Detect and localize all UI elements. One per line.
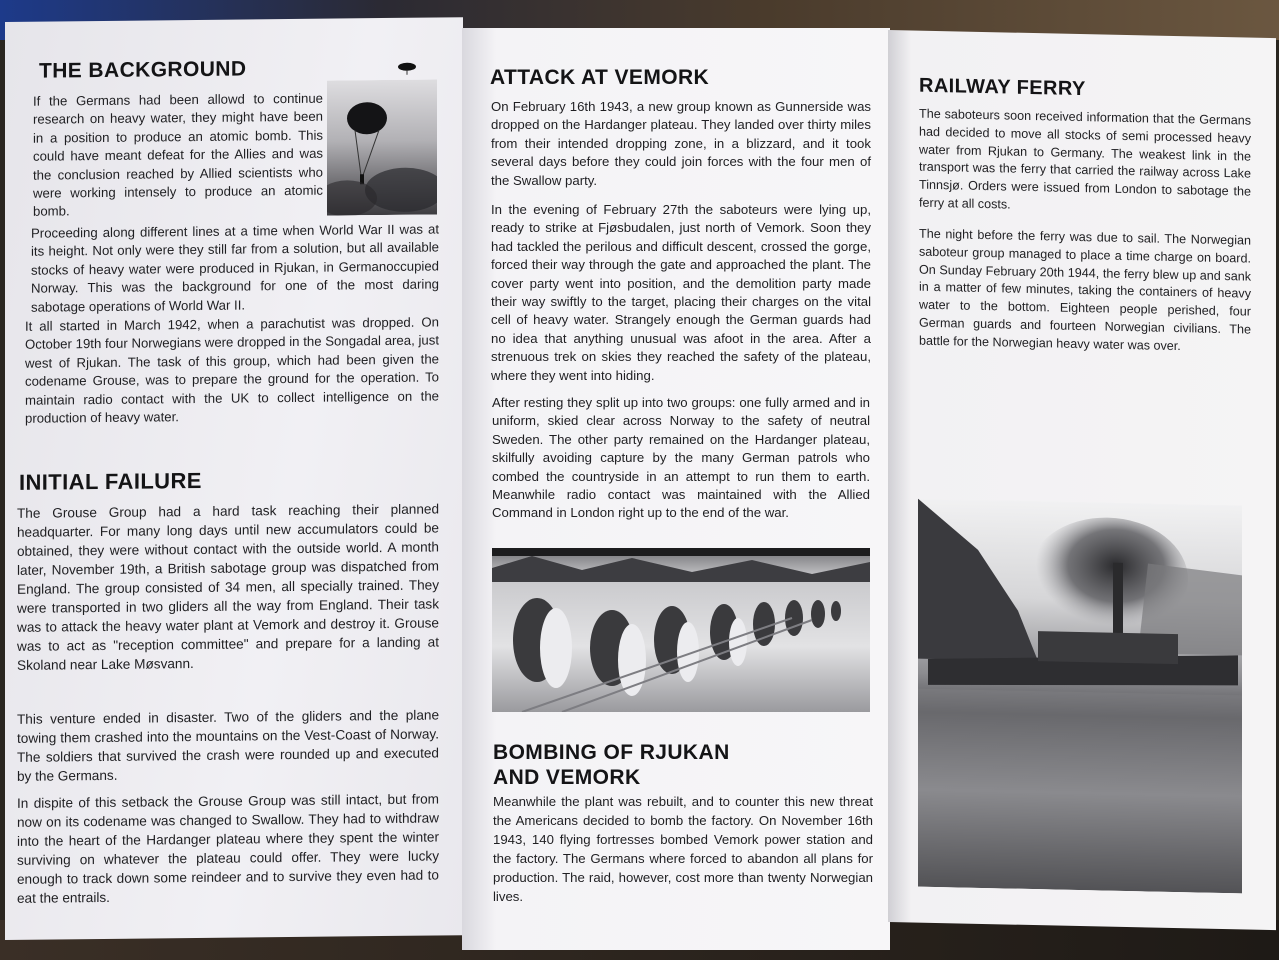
- attack-paragraph-2: In the evening of February 27th the saboteurs were lying up, ready to strike at Fjøsbudalen, just north of Vemork. Soon they had tackled the perilous and difficult descent, crossed the gorge, forced their way through the gate and approached the plant. The cover party went into position, and the demolition party made their way swiftly to the target, placing their charges on the vital cell of heavy water. Strangely enough the German guards had no idea that anything unusual was afoot in the area. After a strenuous trek on skies they reached the safety of the plateau, where they went into hiding.: [491, 202, 871, 383]
- bombing-paragraph-1: Meanwhile the plant was rebuilt, and to counter this new threat the Americans decided to bomb the factory. On November 16th 1943, 140 flying fortresses bombed Vemork power station and the factory. The Germans where forced to abandon all plans for production. The raid, however, cost more than twenty Norwegian lives.: [493, 794, 873, 904]
- background-paragraph-3: It all started in March 1942, when a parachutist was dropped. On October 19th four Norwegians were dropped in the Songadal area, just west of Rjukan. The task of this group, which had been given the codename Grouse, was to prepare the ground for the operation. To maintain radio contact with the UK to collect intelligence on the production of heavy water.: [25, 314, 439, 426]
- parachutist-photo: [327, 79, 437, 215]
- heading-attack-at-vemork: ATTACK AT VEMORK: [490, 66, 710, 89]
- brochure-panel-left: [5, 17, 463, 940]
- small-parachute-graphic: [397, 62, 417, 76]
- heading-bombing-line-1: BOMBING OF RJUKAN: [493, 741, 730, 764]
- ferry-explosion-photo: [918, 499, 1242, 894]
- ferry-paragraph-2: The night before the ferry was due to sail. The Norwegian saboteur group managed to place a time charge on board. On Sunday February 20th 1944, the ferry blew up and sank in a matter of few minutes, taking the containers of heavy water to the bottom. Eighteen people perished, four German guards and fourteen Norwegian civilians. The battle for the Norwegian heavy water was over.: [919, 226, 1251, 353]
- heading-the-background: THE BACKGROUND: [39, 57, 247, 83]
- attack-paragraph-1: On February 16th 1943, a new group known as Gunnerside was dropped on the Hardanger plateau. They landed over thirty miles from their intended dropping zone, in a blizzard, and it took several days before they could join forces with the four men of the Swallow party.: [491, 99, 871, 188]
- heading-initial-failure: INITIAL FAILURE: [19, 467, 202, 495]
- ferry-paragraph-1: The saboteurs soon received information that the Germans had decided to move all stocks of semi processed heavy water from Rjukan to Germany. The weakest link in the transport was the ferry that carried the railway across Lake Tinnsjø. Orders were issued from London to sabotage the ferry at all costs.: [919, 106, 1251, 212]
- brochure-panel-middle: [462, 28, 890, 950]
- background-paragraph-2: Proceeding along different lines at a time when World War II was at its height. Not only were they still far from a solution, but all available stocks of heavy water were produced in Rjukan, in Germanoccupied Norway. This was the background for one of the most daring sabotage operations of World War II.: [31, 221, 439, 315]
- heading-railway-ferry: RAILWAY FERRY: [919, 74, 1086, 101]
- failure-paragraph-2: This venture ended in disaster. Two of the gliders and the plane towing them crashed into the mountains on the Vest-Coast of Norway. The soldiers that survived the crash were rounded up and executed by the Germans.: [17, 707, 439, 784]
- attack-paragraph-3: After resting they split up into two groups: one fully armed and in uniform, skied clear across Norway to the safety of neutral Sweden. The other party remained on the Hardanger plateau, skilfully avoiding capture by the many German patrols who combed the countryside in an attempt to run them to earth. Meanwhile radio contact was maintained with the Allied Command in London right up to the end of the war.: [492, 395, 870, 521]
- brochure-panel-right: [888, 30, 1276, 930]
- failure-paragraph-3: In dispite of this setback the Grouse Group was still intact, but from now on its codename was changed to Swallow. They had to withdraw into the heart of the Hardanger plateau where they spent the winter surviving on whatever the plateau could offer. They were lucky enough to track down some reindeer and to survive they even had to eat the entrails.: [17, 791, 439, 906]
- background-paragraph-1: If the Germans had been allowd to continue research on heavy water, they might have been in a position to produce an atomic bomb. This could have meant defeat for the Allies and was the conclusion reached by Allied scientists who were working intensely to produce an atomic bomb.: [33, 90, 323, 220]
- heading-bombing: [493, 740, 730, 790]
- skiers-photo: [492, 548, 870, 712]
- failure-paragraph-1: The Grouse Group had a hard task reaching their planned headquarter. For many long days until new accumulators could be obtained, they were without contact with the outside world. A month later, November 19th, a British sabotage group was dispatched from England. The group consisted of 34 men, all specially trained. They were transported in two gliders all the way from England. Their task was to attack the heavy water plant at Vemork and destroy it. Grouse was to act as "reception committee" and prepare for a landing at Skoland near Lake Møsvann.: [17, 501, 439, 673]
- heading-bombing-line-2: AND VEMORK: [493, 766, 641, 789]
